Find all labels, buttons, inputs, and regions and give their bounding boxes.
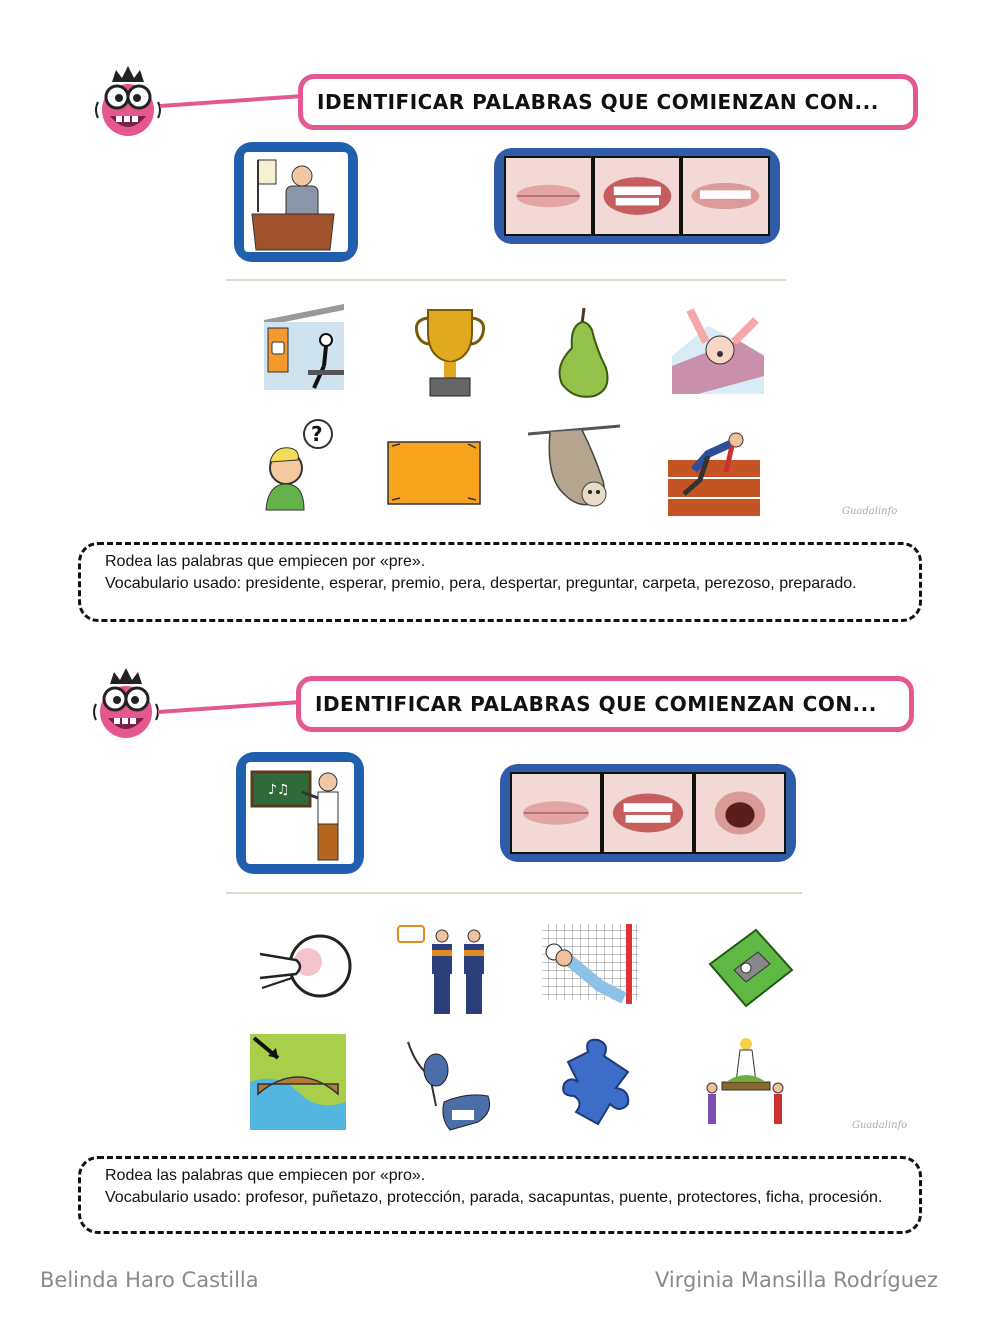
procession-image (696, 1032, 796, 1132)
mouth-teeth (602, 772, 694, 854)
signature: Guadalinfo (852, 1120, 908, 1131)
teacher-icon (246, 762, 354, 864)
folder-image (384, 430, 484, 530)
mouth-positions (500, 764, 796, 862)
instruction-text: Rodea las palabras que empiecen por «pre». (105, 553, 426, 570)
divider (226, 279, 786, 281)
pictogram-president (234, 142, 358, 262)
title-bubble (298, 74, 918, 130)
mouth-positions (494, 148, 780, 244)
goalkeeper-save-image (540, 922, 640, 1022)
footer-author-right: Virginia Mansilla Rodríguez (654, 1268, 938, 1292)
title-bubble (296, 676, 914, 732)
section-title: IDENTIFICAR PALABRAS QUE COMIENZAN CON... (317, 90, 879, 114)
mascot-monster-icon (90, 664, 162, 746)
mouth-lips-closed (504, 156, 593, 236)
mouth-open-o (694, 772, 786, 854)
signature: Guadalinfo (842, 506, 898, 517)
sloth-image (524, 418, 624, 518)
pear-image (534, 304, 634, 404)
instructions-box (78, 1156, 922, 1234)
waking-up-image (668, 296, 768, 396)
president-icon (244, 152, 348, 252)
trophy-image (400, 304, 500, 404)
instruction-text: Rodea las palabras que empiecen por «pro». (105, 1167, 426, 1184)
vocabulary-text: Vocabulario usado: presidente, esperar, premio, pera, despertar, preguntar, carpeta, perezoso, preparado. (105, 575, 857, 592)
instructions-box (78, 542, 922, 622)
speech-connector (158, 700, 298, 714)
pictogram-teacher (236, 752, 364, 874)
pencil-sharpener-image (700, 920, 800, 1020)
section-title: IDENTIFICAR PALABRAS QUE COMIENZAN CON... (315, 692, 877, 716)
vocabulary-text: Vocabulario usado: profesor, puñetazo, protección, parada, sacapuntas, puente, protectores, ficha, procesión. (105, 1189, 883, 1206)
puzzle-piece-image (548, 1032, 648, 1132)
mouth-smile (681, 156, 770, 236)
civil-protection-image (396, 918, 496, 1018)
punch-image (256, 918, 356, 1018)
footer-author-left: Belinda Haro Castilla (40, 1268, 259, 1292)
divider (226, 892, 802, 894)
svg-text:?: ? (311, 422, 323, 446)
runner-ready-image (664, 420, 764, 520)
asking-question-image (256, 418, 356, 518)
bridge-image (248, 1032, 348, 1132)
mouth-teeth (593, 156, 682, 236)
knee-protectors-image (396, 1036, 496, 1136)
mascot-monster-icon (92, 62, 164, 144)
svg-text:♪♫: ♪♫ (268, 782, 290, 798)
speech-connector (160, 94, 300, 108)
bus-stop-image (260, 300, 360, 400)
mouth-lips-closed (510, 772, 602, 854)
